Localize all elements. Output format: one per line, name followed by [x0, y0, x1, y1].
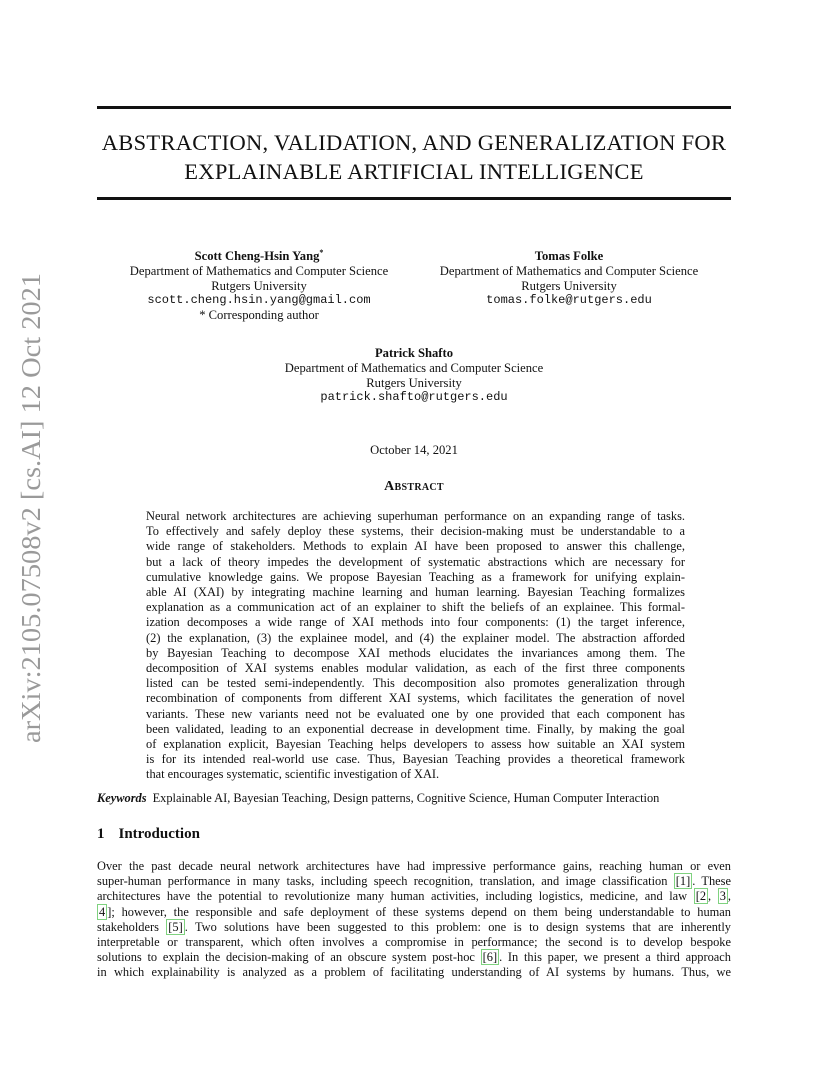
body-line: solutions to explain the decision-making of an obscure system post-hoc [6] . In this paper, we present a third approach [97, 950, 731, 965]
title-line-2: EXPLAINABLE ARTIFICIAL INTELLIGENCE [184, 159, 644, 184]
abstract-line: ization decomposes a wide range of XAI methods into four components: (1) the target inference, [146, 615, 685, 630]
citation-link[interactable]: [5] [168, 919, 183, 934]
title-top-rule [97, 106, 731, 109]
paper-title [97, 128, 731, 186]
abstract-line: been validated, leading to an exponential decrease in development time. Finally, by making the goal [146, 721, 685, 736]
abstract-line: of explanation explicit, Bayesian Teaching helps developers to assess how suitable an XAI system [146, 737, 685, 752]
body-line: interpretable or transparent, which often involves a compromise in performance; the second is to develop bespoke [97, 935, 731, 950]
abstract-line: cumulative knowledge gains. We propose Bayesian Teaching as a framework for unifying explain- [146, 569, 685, 584]
abstract-line: listed can be tested semi-independently. This decomposition also promotes generalization through [146, 676, 685, 691]
author-email[interactable]: tomas.folke@rutgers.edu [486, 293, 652, 308]
abstract-line: wide range of stakeholders. Methods to explain AI have been proposed to answer this challenge, [146, 539, 685, 554]
author-university: Rutgers University [366, 375, 462, 390]
paper-date: October 14, 2021 [370, 443, 458, 457]
title-line-1: ABSTRACTION, VALIDATION, AND GENERALIZATION FOR [101, 130, 727, 155]
abstract-line: by Bayesian Teaching to decompose XAI methods elucidates the invariances among them. The [146, 645, 685, 660]
body-line: in which explainability is analyzed as a problem of facilitating understanding of AI systems by humans. Thus, we [97, 965, 731, 980]
keywords-line [97, 791, 659, 806]
abstract-line: decomposition of XAI systems enables modular validation, as each of the first three components [146, 661, 685, 676]
author-name: Patrick Shafto [374, 346, 453, 360]
abstract-heading: Abstract [384, 479, 444, 494]
arxiv-stamp-graphic [10, 268, 50, 743]
body-line: stakeholders [5] . Two solutions have been suggested to this problem: one is to design systems that are inherently [97, 919, 731, 934]
author-block-3 [263, 346, 565, 405]
author-name: Tomas Folke [534, 249, 604, 263]
abstract-body [146, 509, 685, 783]
keywords-text: Explainable AI, Bayesian Teaching, Design patterns, Cognitive Science, Human Computer Interaction [152, 791, 660, 805]
author-department: Department of Mathematics and Computer Science [129, 263, 389, 278]
abstract-line: Neural network architectures are achieving superhuman performance on an expanding range of tasks. [146, 509, 685, 523]
abstract-line: that encourages systematic, scientific investigation of XAI. [146, 767, 440, 782]
section-number: 1 [97, 826, 105, 842]
citation-link[interactable]: [1] [675, 874, 691, 889]
body-line: Over the past decade neural network architectures have had impressive performance gains, reaching human or even [97, 859, 731, 873]
author-name: Scott Cheng-Hsin Yang* [194, 247, 324, 263]
arxiv-stamp-text: arXiv:2105.07508v2 [cs.AI] 12 Oct 2021 [16, 296, 46, 743]
abstract-line: variants. These new variants need not be evaluated one by one provided that each component has [146, 706, 685, 721]
abstract-line: (2) the explanation, (3) the explainee model, and (4) the explainer model. The abstraction afforded [146, 630, 685, 645]
body-line: architectures have the potential to revolutionize many human activities, including logistics, medicine, and law [2 , 3 , [97, 889, 731, 904]
abstract-line: able AI (XAI) by integrating machine learning and human learning. Bayesian Teaching formalizes [146, 585, 685, 600]
author-department: Department of Mathematics and Computer Science [284, 360, 544, 375]
author-department: Department of Mathematics and Computer Science [439, 263, 699, 278]
author-block-1 [108, 249, 410, 323]
section-title: Introduction [118, 826, 200, 842]
author-block-2 [418, 249, 720, 308]
introduction-body [97, 859, 731, 981]
citation-link[interactable]: [6] [482, 950, 498, 965]
citation-link[interactable]: 3 [719, 889, 726, 904]
abstract-line: is for its intended real-world use case. Thus, Bayesian Teaching provides a theoretical framework [146, 752, 685, 767]
abstract-line: but a lack of theory impedes the development of systematic abstractions which are necessary for [146, 554, 685, 569]
author-university: Rutgers University [521, 278, 617, 293]
corresponding-author-note: * Corresponding author [199, 308, 319, 323]
abstract-line: recombination of components from different XAI systems, which facilitates the generation of novel [146, 691, 685, 706]
author-email[interactable]: patrick.shafto@rutgers.edu [320, 390, 508, 405]
citation-link[interactable]: 4 [99, 904, 106, 919]
arxiv-stamp [10, 268, 50, 743]
body-line: super-human performance in many tasks, including speech recognition, translation, and image classification [1] . These [97, 874, 731, 889]
body-line: 4 ]; however, the responsible and safe deployment of these systems depend on them being understandable to human [99, 904, 731, 919]
author-university: Rutgers University [211, 278, 307, 293]
section-heading-introduction [97, 826, 200, 843]
abstract-line: explanation as a communication act of an explainer to shift the beliefs of an explainee. This formal- [146, 600, 685, 615]
author-email[interactable]: scott.cheng.hsin.yang@gmail.com [147, 293, 371, 308]
citation-link[interactable]: [2 [695, 889, 707, 904]
abstract-line: To effectively and safely deploy these systems, their decision-making must be understandable to a [146, 524, 685, 539]
keywords-label: Keywords [97, 791, 147, 805]
title-bottom-rule [97, 197, 731, 200]
